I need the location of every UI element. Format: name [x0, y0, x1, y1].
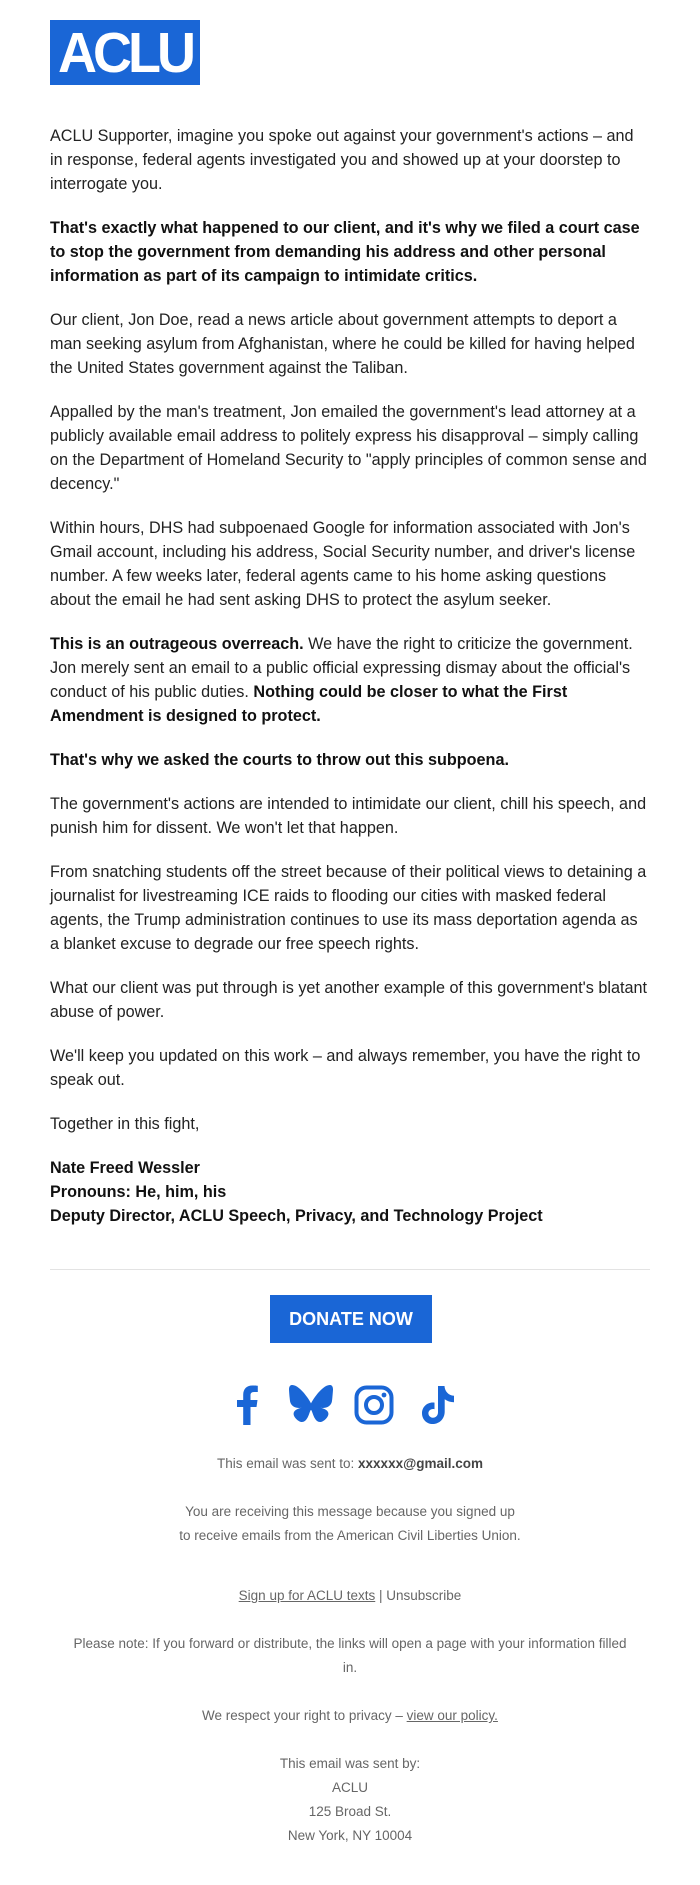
sent-by-label: This email was sent by:: [279, 1756, 421, 1771]
email-body: [50, 124, 650, 1228]
forward-note: Please note: If you forward or distribute, the links will open a page with your information filled in.: [73, 1636, 627, 1675]
instagram-icon[interactable]: [353, 1383, 395, 1427]
link-separator: |: [375, 1588, 387, 1603]
privacy-text: We respect your right to privacy –: [202, 1708, 407, 1723]
facebook-icon[interactable]: [232, 1383, 262, 1427]
paragraph-closing: Together in this fight,: [50, 1115, 200, 1133]
subscription-links: [50, 1584, 650, 1608]
signature-pronouns: Pronouns: He, him, his: [50, 1183, 227, 1201]
bluesky-icon[interactable]: [288, 1383, 334, 1427]
paragraph-subpoena: Within hours, DHS had subpoenaed Google for information associated with Jon's Gmail account, including his address, Social Security number, and driver's license number. A few weeks later, federal agents came to his home asking questions about the email he had sent asking DHS to protect the asylum seeker.: [50, 519, 636, 609]
sign-up-texts-link[interactable]: Sign up for ACLU texts: [238, 1588, 376, 1603]
sender-street: 125 Broad St.: [308, 1804, 392, 1819]
paragraph-client: Our client, Jon Doe, read a news article about government attempts to deport a man seeking asylum from Afghanistan, where he could be killed for having helped the United States government against the Taliban.: [50, 311, 635, 377]
aclu-logo[interactable]: [50, 20, 200, 85]
reason-line-2: to receive emails from the American Civil Liberties Union.: [179, 1528, 521, 1543]
tiktok-icon[interactable]: [420, 1383, 456, 1427]
sender-city: New York, NY 10004: [287, 1828, 413, 1843]
paragraph-throw-out: That's why we asked the courts to throw out this subpoena.: [50, 751, 509, 769]
unsubscribe-link[interactable]: Unsubscribe: [386, 1588, 462, 1603]
sent-to-line: [50, 1452, 650, 1476]
paragraph-overreach: [50, 632, 650, 728]
recipient-email: xxxxxx@gmail.com: [358, 1456, 484, 1471]
reason-line-1: You are receiving this message because you signed up: [185, 1504, 515, 1519]
signature-name: Nate Freed Wessler: [50, 1159, 200, 1177]
signature-title: Deputy Director, ACLU Speech, Privacy, and Technology Project: [50, 1207, 543, 1225]
logo-text: ACLU: [58, 21, 192, 85]
paragraph-updates: We'll keep you updated on this work – and always remember, you have the right to speak out.: [50, 1047, 641, 1089]
paragraph-court-case: That's exactly what happened to our client, and it's why we filed a court case to stop the government from demanding his address and other personal information as part of its campaign to intimidate critics.: [50, 219, 640, 285]
paragraph-intimidate: The government's actions are intended to intimidate our client, chill his speech, and punish him for dissent. We won't let that happen.: [50, 795, 647, 837]
sender-org: ACLU: [331, 1780, 368, 1795]
paragraph-intro: ACLU Supporter, imagine you spoke out against your government's actions – and in response, federal agents investigated you and showed up at your doorstep to interrogate you.: [50, 127, 634, 193]
divider: [50, 1269, 650, 1270]
sender-address: [50, 1752, 650, 1848]
paragraph-trump-admin: From snatching students off the street because of their political views to detaining a journalist for livestreaming ICE raids to flooding our cities with masked federal agents, the Trump administration continues to use its mass deportation agenda as a blanket excuse to degrade our free speech rights.: [50, 863, 647, 953]
paragraph-abuse: What our client was put through is yet another example of this government's blatant abuse of power.: [50, 979, 647, 1021]
overreach-bold: This is an outrageous overreach.: [50, 635, 304, 653]
subscription-reason: [50, 1500, 650, 1548]
paragraph-email-sent: Appalled by the man's treatment, Jon emailed the government's lead attorney at a publicly available email address to politely express his disapproval – simply calling on the Department of Homeland Security to "apply principles of common sense and decency.": [50, 403, 647, 493]
overreach-text: We have the right to criticize the government. Jon merely sent an email to a public official expressing dismay about the official's conduct of his public duties.: [50, 635, 633, 701]
privacy-line: [50, 1704, 650, 1728]
sent-to-label: This email was sent to:: [216, 1456, 359, 1471]
privacy-policy-link[interactable]: view our policy.: [406, 1708, 498, 1723]
donate-button[interactable]: DONATE NOW: [270, 1295, 432, 1343]
first-amendment-bold: Nothing could be closer to what the First Amendment is designed to protect.: [50, 683, 568, 725]
signature: [50, 1156, 650, 1228]
